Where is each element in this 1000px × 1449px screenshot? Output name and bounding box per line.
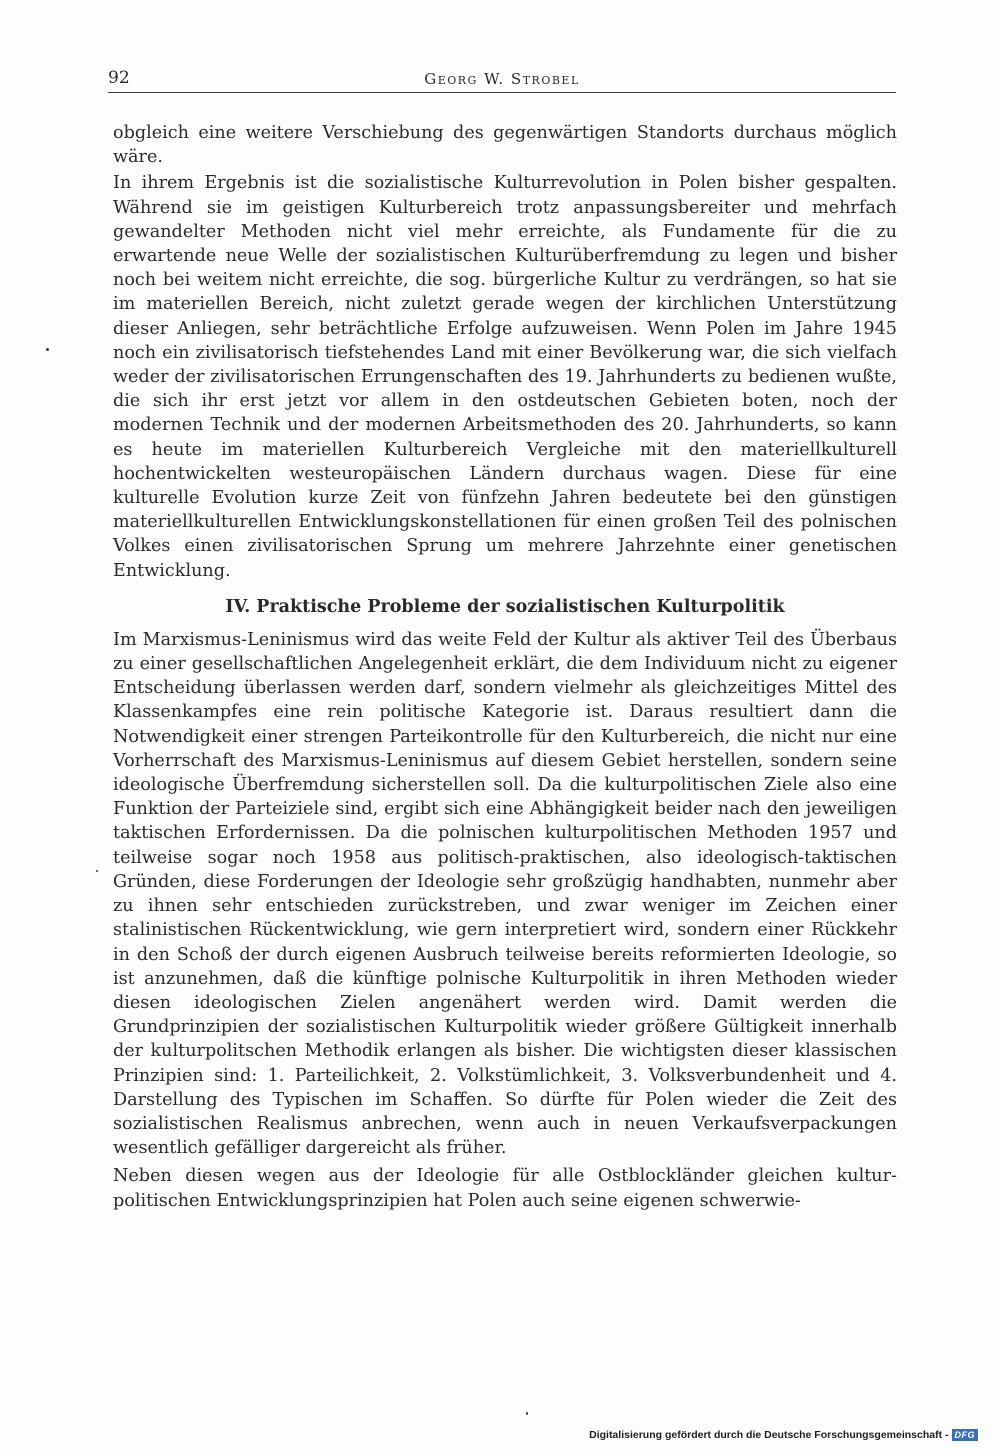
header-author: Georg W. Strobel bbox=[424, 70, 580, 88]
scan-speck bbox=[96, 870, 98, 872]
paragraph-1: obgleich eine weitere Verschiebung des gegenwärtigen Standorts durchaus möglich wäre. bbox=[113, 123, 897, 168]
scan-speck bbox=[46, 348, 49, 351]
running-header bbox=[108, 66, 896, 93]
section-heading: IV. Praktische Probleme der sozialistischen Kulturpolitik bbox=[225, 596, 785, 617]
paragraph-4: Neben diesen wegen aus der Ideologie für alle Ostblockländer gleichen kulturpolitischen Entwicklungsprinzipien hat Polen auch seine eigenen schwerwie- bbox=[113, 1166, 897, 1211]
digitization-credit bbox=[589, 1429, 978, 1441]
scan-speck bbox=[526, 1412, 528, 1415]
body-text bbox=[113, 121, 897, 1213]
paragraph-3: Im Marxismus-Leninismus wird das weite Feld der Kultur als aktiver Teil des Überbaus zu einer gesellschaftlichen Angelegenheit erklärt, die dem Individuum nicht zu eigener Entscheidung überlassen werden darf, sondern vielmehr als gleichzeitiges Mittel des Klassenkampfes eine rein politische Kategorie ist. Daraus resultiert dann die Notwendigkeit einer strengen Parteikontrolle für den Kulturbereich, die nicht nur eine Vorherrschaft des Marxismus-Leninismus auf diesem Gebiet herstellen, sondern seine ideologische Überfremdung sicherstellen soll. Da die kulturpolitischen Ziele also eine Funktion der Parteiziele sind, ergibt sich eine Abhängigkeit beider nach den jeweiligen taktischen Erfordernissen. Da die polnischen kulturpolitischen Methoden 1957 und teilweise sogar noch 1958 aus politisch-praktischen, also ideologisch-taktischen Gründen, diese Forderungen der Ideologie sehr großzügig handhabten, nunmehr aber zu ihnen sehr entschieden zurückstreben, und zwar weniger im Zeichen einer stalinistischen Rückentwicklung, wie gern interpretiert wird, sondern einer Rückkehr in den Schoß der durch eigenen Ausbruch teilweise bereits reformierten Ideologie, so ist anzunehmen, daß die künftige polnische Kulturpolitik in ihren Methoden wieder diesen ideologischen Zielen angenähert werden wird. Damit werden die Grundprinzipien der sozialistischen Kulturpolitik wieder größere Gültigkeit innerhalb der kulturpolitschen Methodik erlangen als bisher. Die wichtigsten dieser klassischen Prinzipien sind: 1. Parteilichkeit, 2. Volkstümlichkeit, 3. Volksverbundenheit und 4. Darstellung des Typischen im Schaffen. So dürfte für Polen wieder die Zeit des sozialistischen Realismus anbrechen, wenn auch in neuen Verkaufsverpackungen wesentlich gefälliger dargereicht als früher. bbox=[113, 629, 897, 1159]
paragraph-2: In ihrem Ergebnis ist die sozialistische Kulturrevolution in Polen bisher gespalten. Während sie im geistigen Kulturbereich trotz anpassungsbereiter und mehrfach gewandelter Methoden nicht viel mehr erreichte, als Fundamente für die zu erwartende neue Welle der sozialistischen Kulturüberfremdung zu legen und bisher noch bei weitem nicht erreichte, die sog. bürgerliche Kultur zu verdrängen, so hat sie im materiellen Bereich, nicht zuletzt gerade wegen der kirchlichen Unterstützung dieser Anliegen, sehr beträchtliche Erfolge aufzuweisen. Wenn Polen im Jahre 1945 noch ein zivilisatorisch tiefstehendes Land mit einer Bevölkerung war, die sich vielfach weder der zivilisatorischen Errungenschaften des 19. Jahrhunderts zu bedienen wußte, die sich ihr erst jetzt vor allem in den ostdeutschen Gebieten boten, noch der modernen Technik und der modernen Arbeitsmethoden des 20. Jahrhunderts, so kann es heute im materiellen Kulturbereich Vergleiche mit den materiellkulturell hochentwickelten westeuropäischen Ländern durchaus wagen. Diese für eine kulturelle Evolution kurze Zeit von fünfzehn Jahren bedeutete bei den günstigen materiellkulturellen Entwicklungskonstellationen für einen großen Teil des polnischen Volkes einen zivilisatorischen Sprung um mehrere Jahrzehnte einer genetischen Entwicklung. bbox=[113, 173, 897, 581]
dfg-logo: DFG bbox=[952, 1429, 979, 1441]
digitization-credit-text: Digitalisierung gefördert durch die Deutsche Forschungsgemeinschaft - bbox=[589, 1429, 949, 1441]
page-number: 92 bbox=[108, 68, 130, 88]
